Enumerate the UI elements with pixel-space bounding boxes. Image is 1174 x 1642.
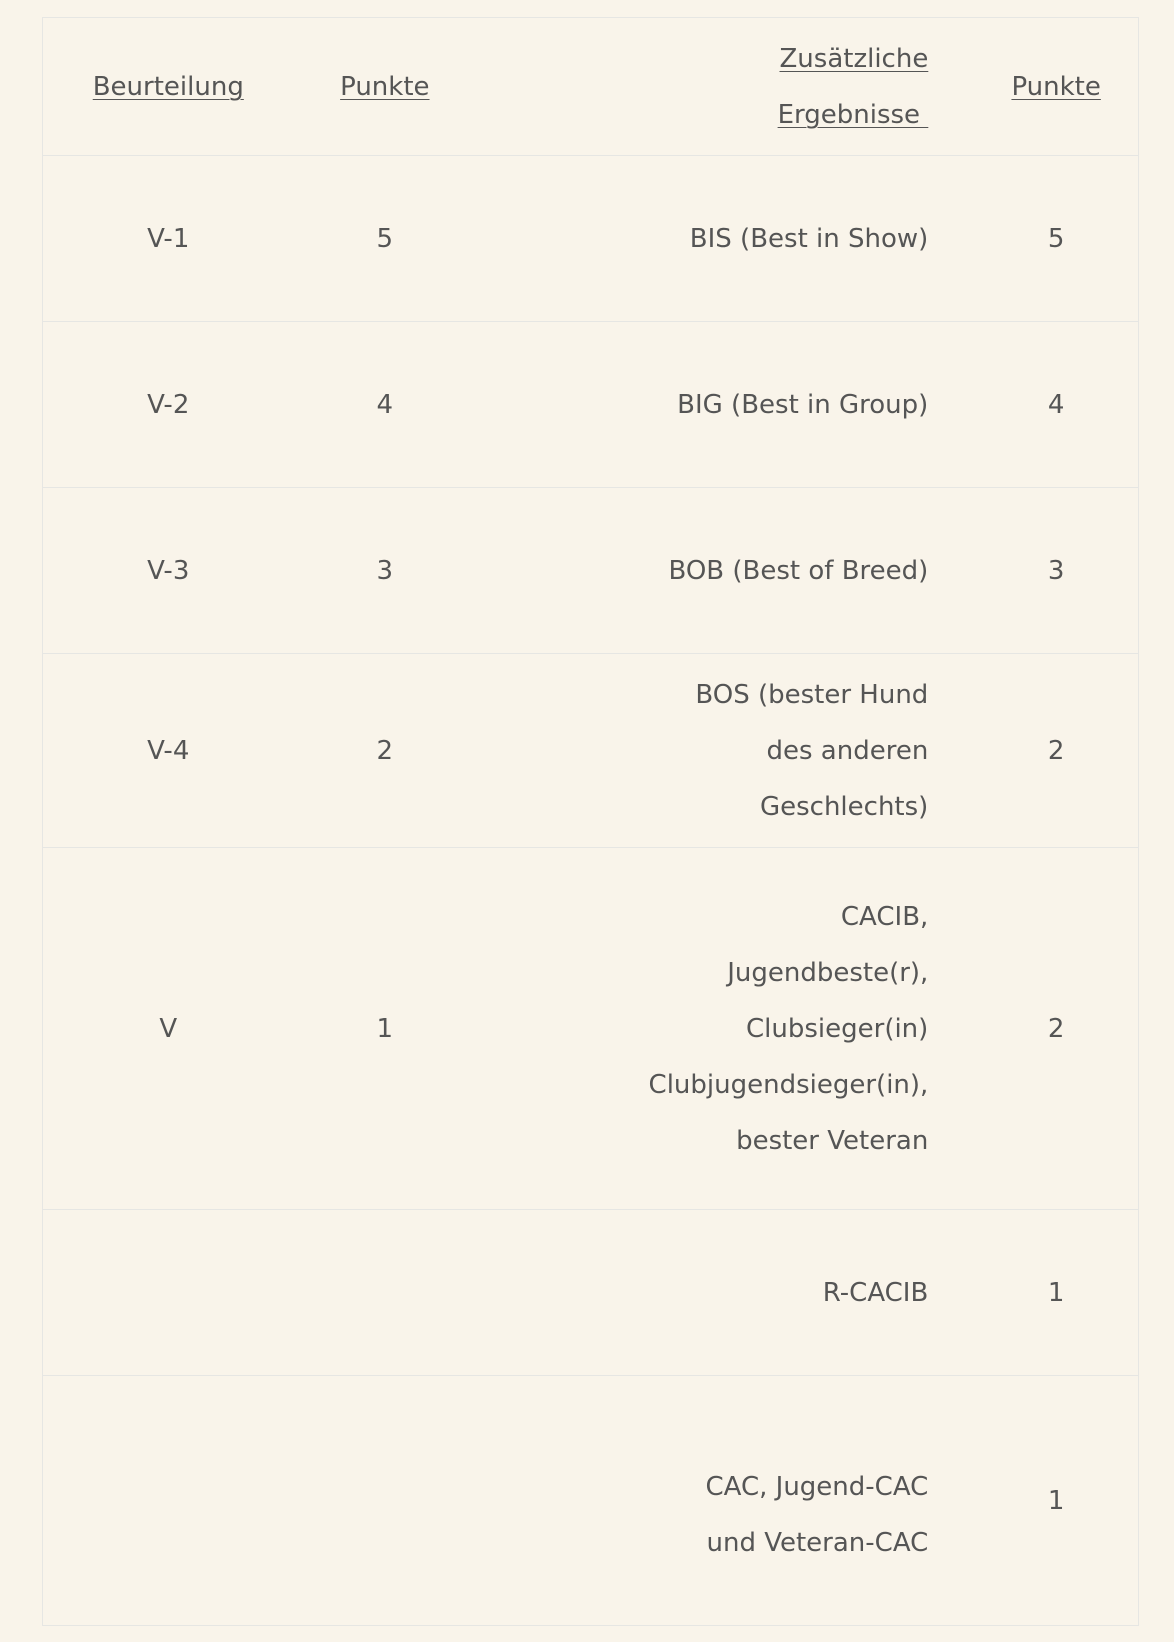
result-cell: BIS (Best in Show) bbox=[476, 156, 974, 322]
points-cell bbox=[294, 1210, 477, 1376]
rating-cell: V-1 bbox=[43, 156, 294, 322]
table-row bbox=[43, 654, 1139, 848]
result-cell: BIG (Best in Group) bbox=[476, 322, 974, 488]
table-row bbox=[43, 156, 1139, 322]
rating-cell bbox=[43, 1210, 294, 1376]
rating-cell bbox=[43, 1376, 294, 1626]
points-cell: 1 bbox=[294, 848, 477, 1210]
extra-points-cell: 2 bbox=[974, 654, 1138, 848]
points-cell bbox=[294, 1376, 477, 1626]
rating-cell: V bbox=[43, 848, 294, 1210]
extra-points-cell: 5 bbox=[974, 156, 1138, 322]
points-table bbox=[42, 17, 1139, 1626]
extra-points-cell: 2 bbox=[974, 848, 1138, 1210]
result-cell: CAC, Jugend-CAC und Veteran-CAC bbox=[476, 1376, 974, 1626]
rating-cell: V-3 bbox=[43, 488, 294, 654]
rating-cell: V-4 bbox=[43, 654, 294, 848]
header-beurteilung: Beurteilung bbox=[92, 71, 244, 102]
extra-points-cell: 4 bbox=[974, 322, 1138, 488]
points-cell: 2 bbox=[294, 654, 477, 848]
extra-points-cell: 1 bbox=[974, 1210, 1138, 1376]
points-cell: 5 bbox=[294, 156, 477, 322]
table-row bbox=[43, 488, 1139, 654]
result-cell: BOB (Best of Breed) bbox=[476, 488, 974, 654]
header-zusaetzliche-ergebnisse: Zusätzliche Ergebnisse bbox=[777, 43, 929, 130]
points-cell: 3 bbox=[294, 488, 477, 654]
table-row bbox=[43, 1376, 1139, 1626]
table-row bbox=[43, 1210, 1139, 1376]
rating-cell: V-2 bbox=[43, 322, 294, 488]
extra-points-cell: 1 bbox=[974, 1376, 1138, 1626]
result-cell: BOS (bester Hund des anderen Geschlechts) bbox=[476, 654, 974, 848]
table-header-row bbox=[43, 18, 1139, 156]
table-row bbox=[43, 322, 1139, 488]
extra-points-cell: 3 bbox=[974, 488, 1138, 654]
result-cell: CACIB, Jugendbeste(r), Clubsieger(in) Clubjugendsieger(in), bester Veteran bbox=[476, 848, 974, 1210]
result-cell: R-CACIB bbox=[476, 1210, 974, 1376]
header-punkte-extra: Punkte bbox=[1011, 71, 1101, 102]
header-punkte: Punkte bbox=[340, 71, 430, 102]
points-cell: 4 bbox=[294, 322, 477, 488]
table-row bbox=[43, 848, 1139, 1210]
